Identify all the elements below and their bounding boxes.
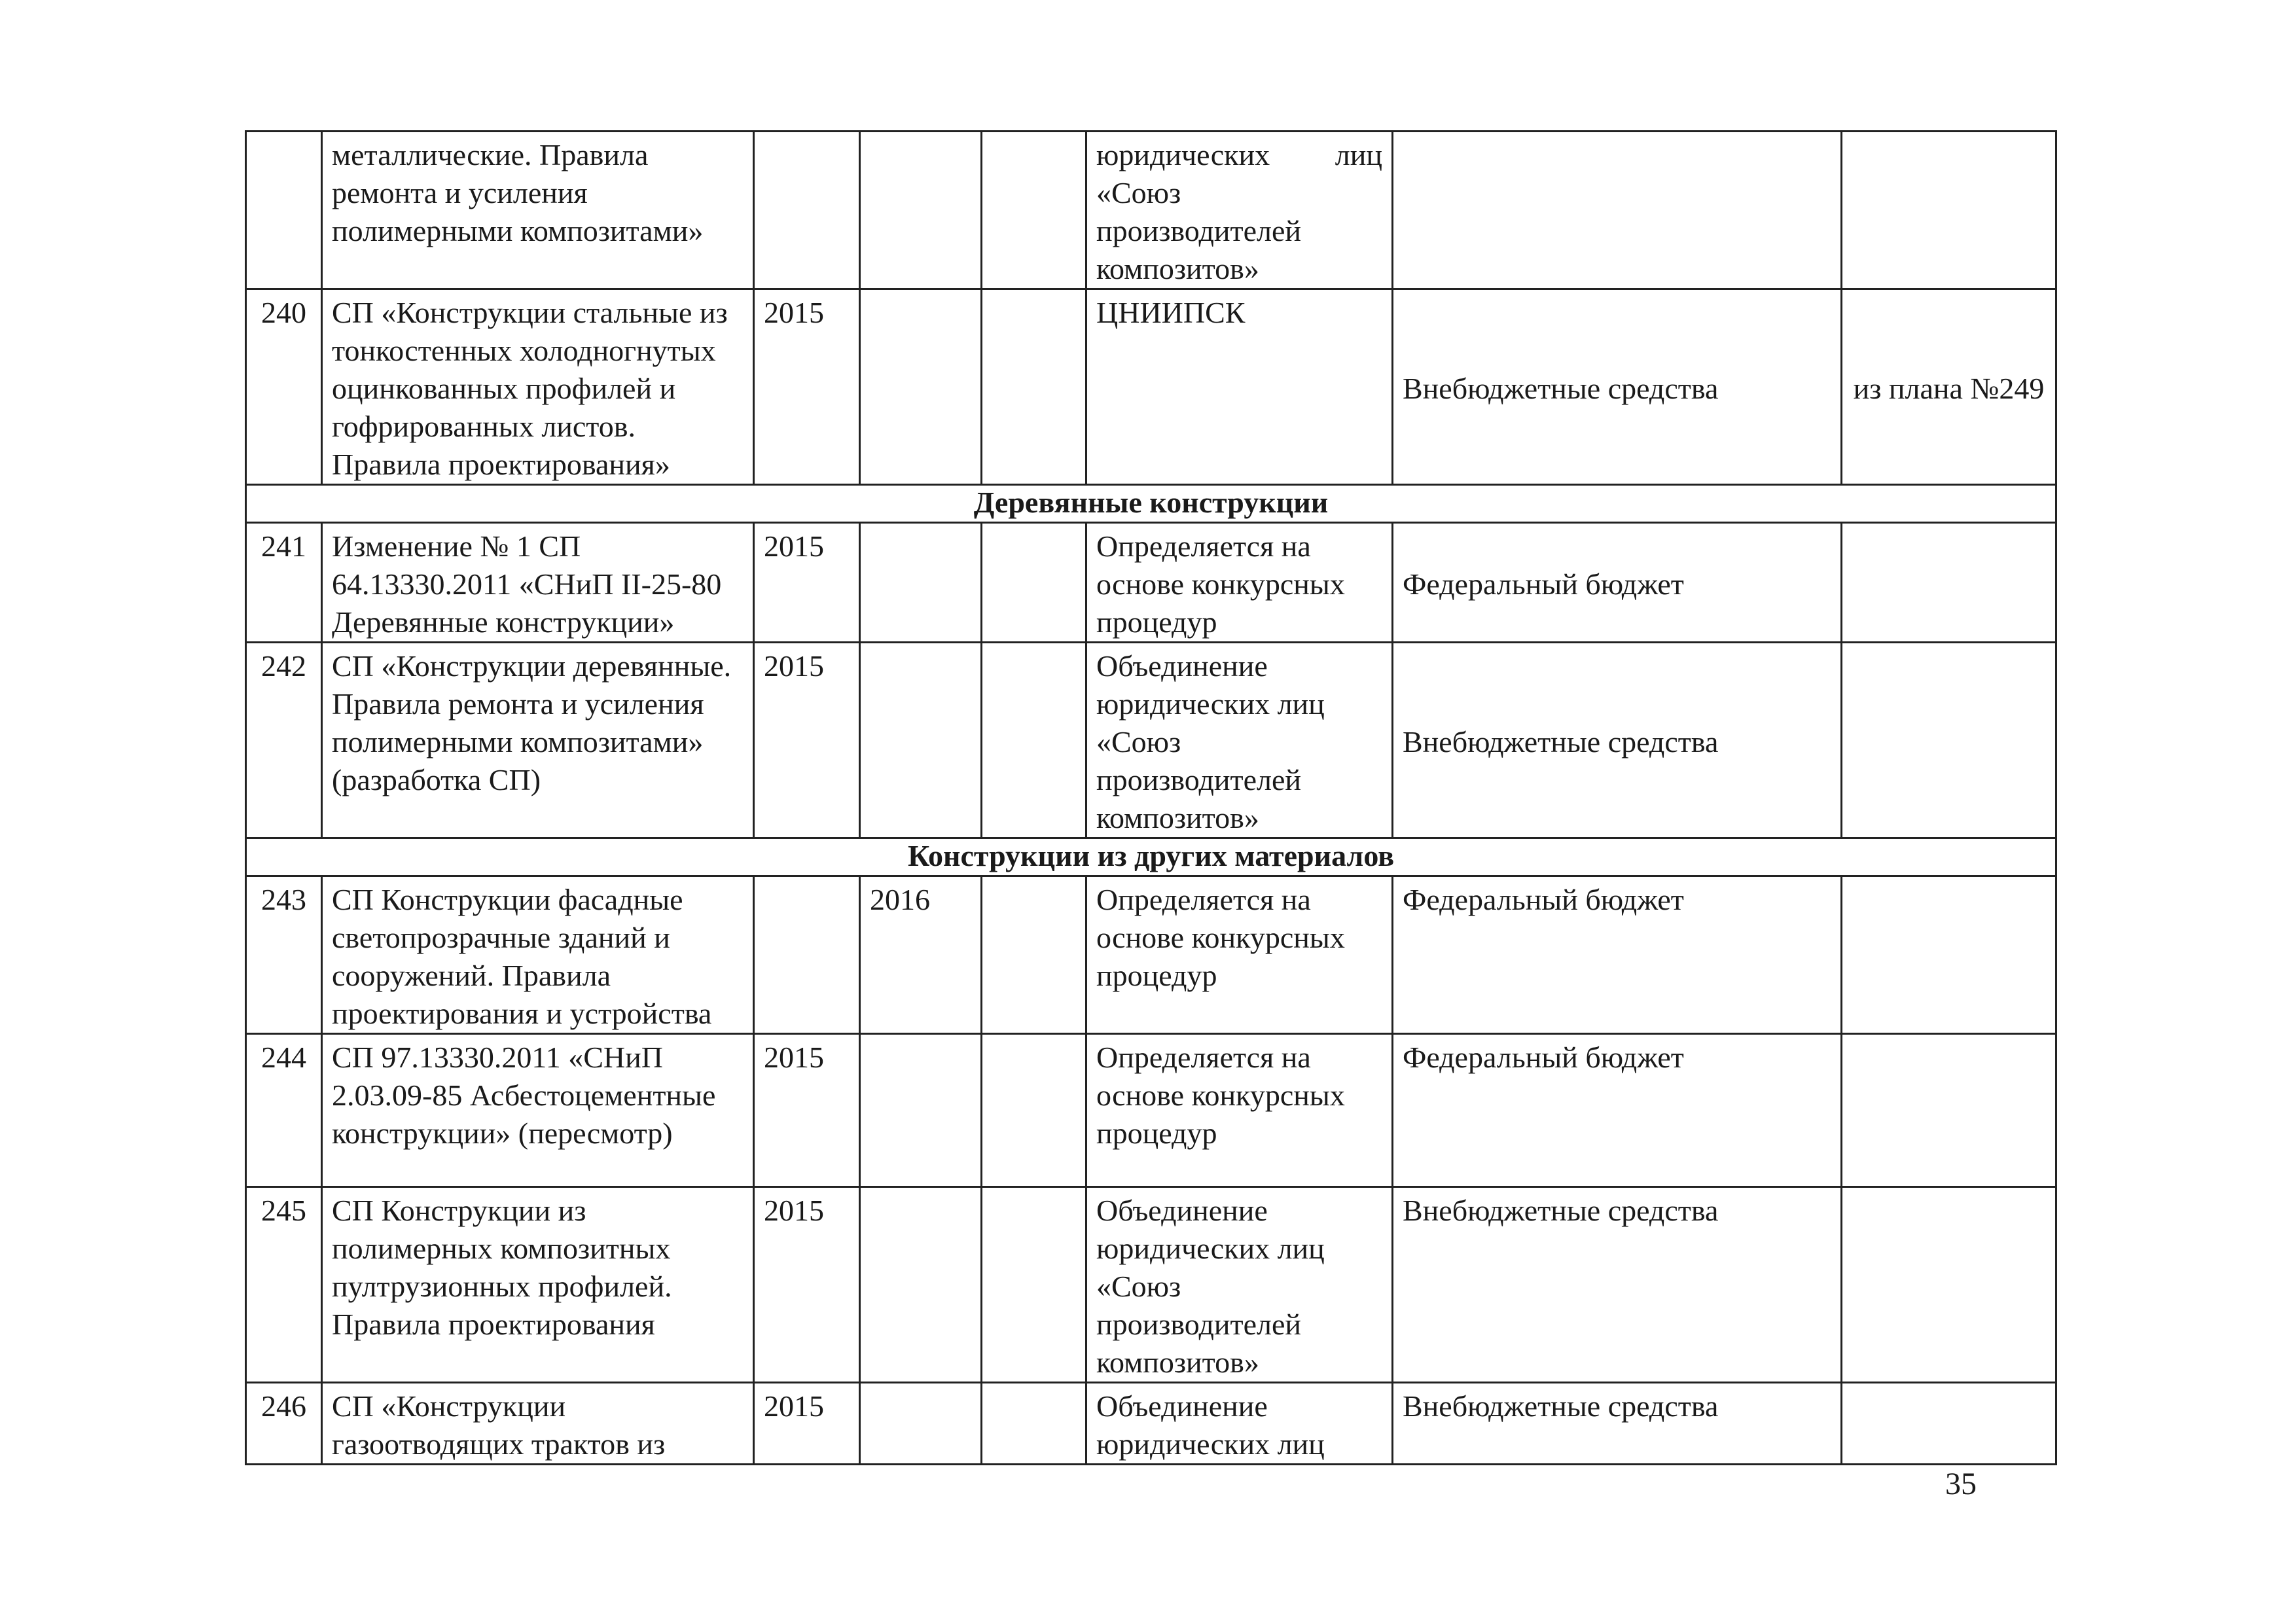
document-title: Изменение № 1 СП 64.13330.2011 «СНиП II-25-80 Деревянные конструкции»: [322, 523, 754, 643]
executor: [1086, 132, 1393, 289]
table-row: [246, 1187, 2056, 1383]
executor: Объединение юридических лиц «Союз производителей композитов»: [1086, 1187, 1393, 1383]
year-start: 2015: [754, 1187, 860, 1383]
year-end: [860, 1187, 982, 1383]
note: [1842, 132, 2056, 289]
table-row: [246, 643, 2056, 838]
executor: Определяется на основе конкурсных процедур: [1086, 876, 1393, 1034]
year-start: 2015: [754, 643, 860, 838]
year-start: 2015: [754, 289, 860, 485]
plan-table: [245, 130, 2057, 1465]
column-5: [982, 643, 1086, 838]
section-title: Конструкции из других материалов: [246, 838, 2056, 876]
table-row: [246, 132, 2056, 289]
year-end: [860, 1034, 982, 1187]
row-number: [246, 132, 322, 289]
row-number: 244: [246, 1034, 322, 1187]
table-row: [246, 1034, 2056, 1187]
year-end: [860, 523, 982, 643]
executor: Определяется на основе конкурсных процедур: [1086, 1034, 1393, 1187]
year-start: [754, 132, 860, 289]
column-5: [982, 1034, 1086, 1187]
document-title: металлические. Правила ремонта и усиления полимерными композитами»: [322, 132, 754, 289]
document-title: СП Конструкции из полимерных композитных пултрузионных профилей. Правила проектирования: [322, 1187, 754, 1383]
note: из плана №249: [1842, 289, 2056, 485]
executor: ЦНИИПСК: [1086, 289, 1393, 485]
funding-source: Внебюджетные средства: [1393, 1187, 1842, 1383]
funding-source: Федеральный бюджет: [1393, 523, 1842, 643]
row-number: 246: [246, 1383, 322, 1465]
funding-source: Внебюджетные средства: [1393, 289, 1842, 485]
document-title: СП 97.13330.2011 «СНиП 2.03.09-85 Асбестоцементные конструкции» (пересмотр): [322, 1034, 754, 1187]
row-number: 241: [246, 523, 322, 643]
column-5: [982, 1187, 1086, 1383]
executor: Определяется на основе конкурсных процедур: [1086, 523, 1393, 643]
year-start: 2015: [754, 523, 860, 643]
year-end: [860, 1383, 982, 1465]
note: [1842, 1187, 2056, 1383]
note: [1842, 523, 2056, 643]
row-number: 245: [246, 1187, 322, 1383]
funding-source: Внебюджетные средства: [1393, 1383, 1842, 1465]
executor-first-line: юридических лиц: [1096, 138, 1382, 171]
row-number: 242: [246, 643, 322, 838]
note: [1842, 1034, 2056, 1187]
document-title: СП «Конструкции стальные из тонкостенных холодногнутых оцинкованных профилей и гофрированных листов. Правила проектирования»: [322, 289, 754, 485]
executor: Объединение юридических лиц: [1086, 1383, 1393, 1465]
funding-source: Внебюджетные средства: [1393, 643, 1842, 838]
table-row: [246, 289, 2056, 485]
column-5: [982, 1383, 1086, 1465]
year-start: 2015: [754, 1383, 860, 1465]
year-start: [754, 876, 860, 1034]
row-number: 243: [246, 876, 322, 1034]
document-title: СП «Конструкции газоотводящих трактов из: [322, 1383, 754, 1465]
year-end: 2016: [860, 876, 982, 1034]
column-5: [982, 523, 1086, 643]
funding-source: Федеральный бюджет: [1393, 876, 1842, 1034]
executor-rest: «Союз производителей композитов»: [1096, 176, 1302, 285]
year-end: [860, 643, 982, 838]
section-title: Деревянные конструкции: [246, 485, 2056, 523]
funding-source: Федеральный бюджет: [1393, 1034, 1842, 1187]
year-start: 2015: [754, 1034, 860, 1187]
funding-source: [1393, 132, 1842, 289]
executor: Объединение юридических лиц «Союз производителей композитов»: [1086, 643, 1393, 838]
table-row: [246, 523, 2056, 643]
page-number: 35: [1945, 1467, 1977, 1501]
year-end: [860, 289, 982, 485]
year-end: [860, 132, 982, 289]
section-row: [246, 485, 2056, 523]
column-5: [982, 132, 1086, 289]
document-title: СП Конструкции фасадные светопрозрачные зданий и сооружений. Правила проектирования и устройства: [322, 876, 754, 1034]
note: [1842, 643, 2056, 838]
note: [1842, 1383, 2056, 1465]
row-number: 240: [246, 289, 322, 485]
column-5: [982, 876, 1086, 1034]
column-5: [982, 289, 1086, 485]
table-row: [246, 876, 2056, 1034]
table-row: [246, 1383, 2056, 1465]
note: [1842, 876, 2056, 1034]
section-row: [246, 838, 2056, 876]
document-title: СП «Конструкции деревянные. Правила ремонта и усиления полимерными композитами» (разработка СП): [322, 643, 754, 838]
